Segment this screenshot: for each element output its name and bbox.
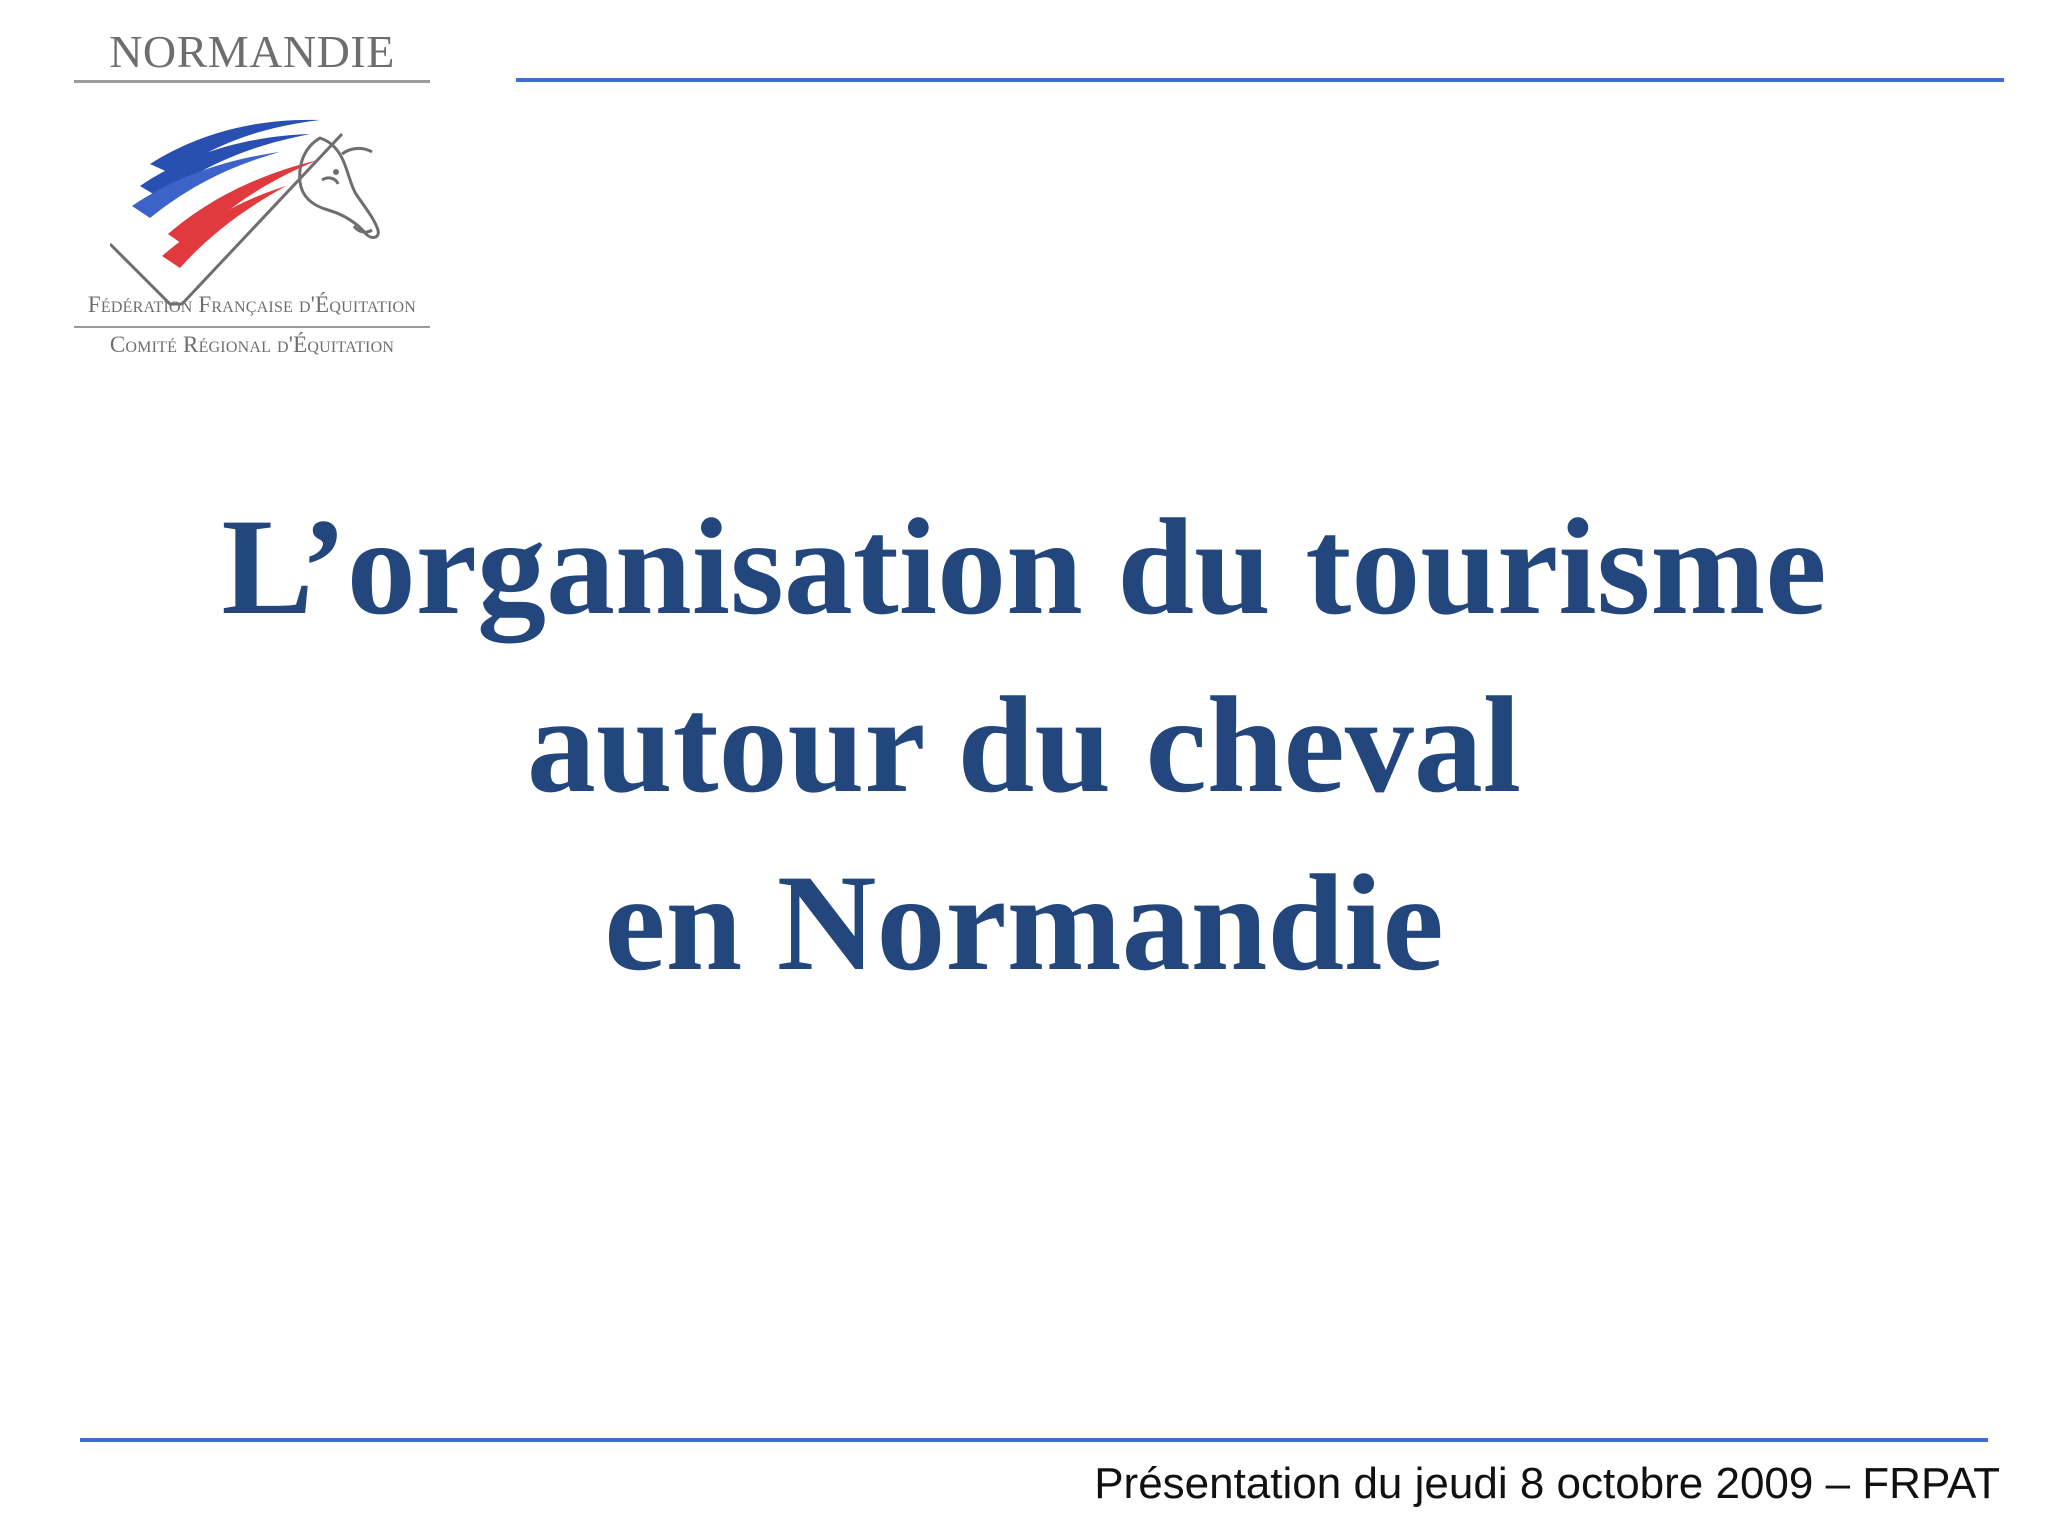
logo-divider-bottom — [74, 326, 430, 328]
logo-divider-top — [74, 80, 430, 83]
slide-title-line-2: autour du cheval — [526, 668, 1522, 821]
horse-head-tricolor-icon — [110, 94, 430, 314]
logo-federation-text: Fédération Française d'Équitation — [87, 292, 417, 317]
logo-committee-text: Comité Régional d'Équitation — [109, 332, 395, 357]
ffe-normandie-logo — [74, 24, 430, 364]
slide-title — [0, 478, 2048, 1012]
footer-caption: Présentation du jeudi 8 octobre 2009 – FRPAT — [1094, 1459, 2000, 1508]
footer-divider — [80, 1438, 1988, 1442]
logo-region-name: NORMANDIE — [109, 26, 395, 77]
header-divider — [516, 78, 2004, 82]
slide-title-line-3: en Normandie — [604, 846, 1444, 999]
slide-title-line-1: L’organisation du tourisme — [221, 490, 1827, 643]
